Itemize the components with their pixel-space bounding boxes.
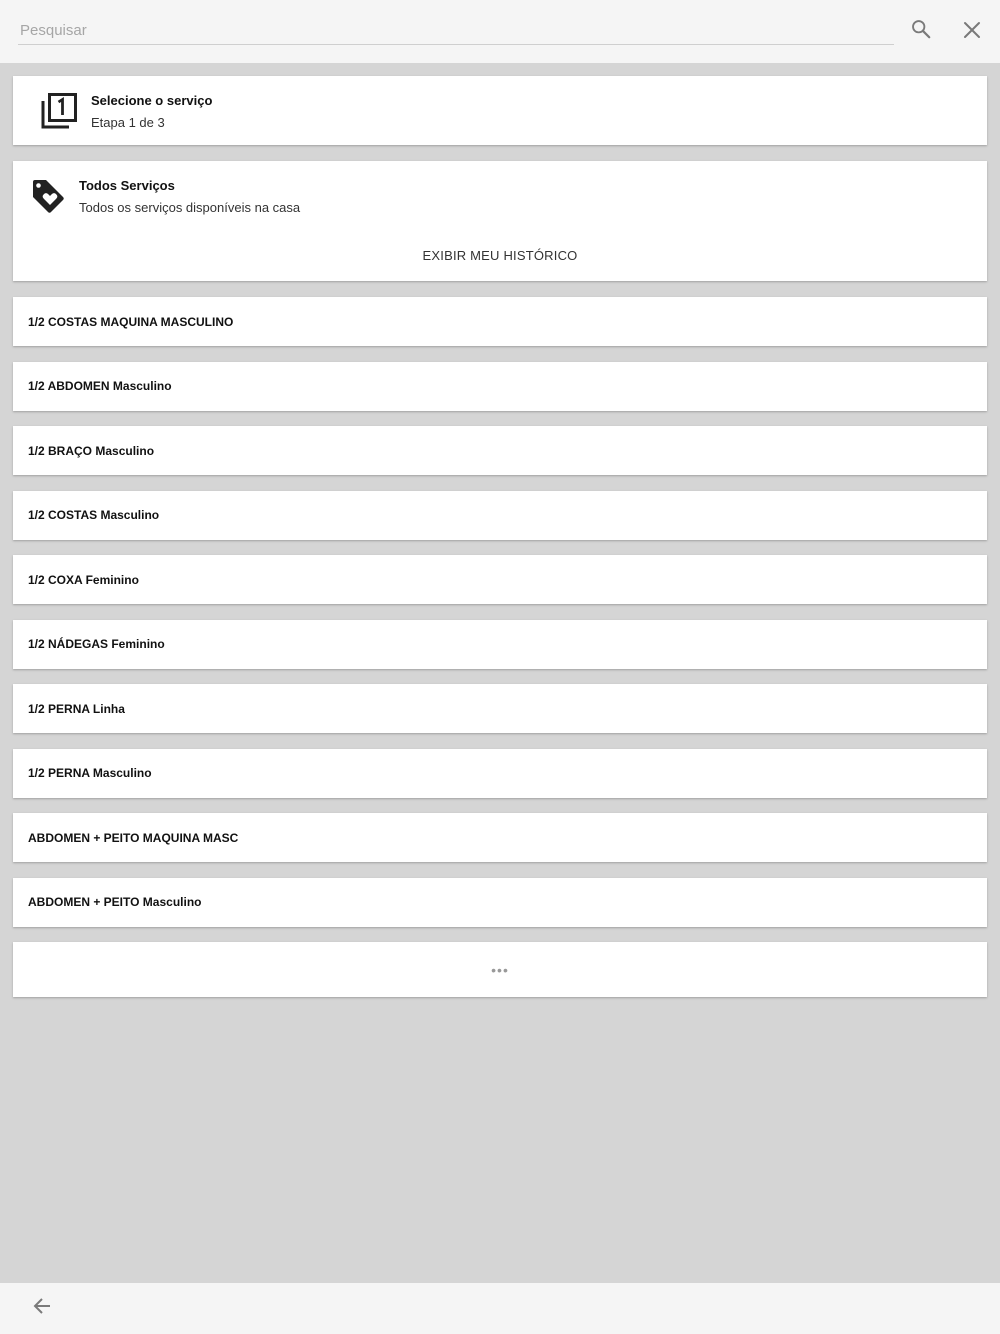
service-item[interactable]: 1/2 COSTAS MAQUINA MASCULINO xyxy=(13,297,987,346)
arrow-back-icon xyxy=(32,1296,52,1321)
load-more-button[interactable] xyxy=(13,942,987,997)
search-icon xyxy=(910,18,932,45)
service-item[interactable]: 1/2 COSTAS Masculino xyxy=(13,491,987,540)
show-history-button[interactable]: EXIBIR MEU HISTÓRICO xyxy=(422,248,578,263)
category-subtitle: Todos os serviços disponíveis na casa xyxy=(79,200,301,215)
main-content xyxy=(13,76,987,997)
more-dots-icon: ••• xyxy=(491,961,509,978)
step-title: Selecione o serviço xyxy=(91,93,213,108)
step-card xyxy=(13,76,987,145)
search-button[interactable] xyxy=(906,16,936,46)
service-item[interactable]: 1/2 PERNA Linha xyxy=(13,684,987,733)
bottom-bar xyxy=(0,1283,1000,1334)
service-item[interactable]: 1/2 ABDOMEN Masculino xyxy=(13,362,987,411)
close-icon xyxy=(963,21,981,44)
service-item[interactable]: ABDOMEN + PEITO MAQUINA MASC xyxy=(13,813,987,862)
back-button[interactable] xyxy=(27,1293,57,1323)
close-button[interactable] xyxy=(957,17,987,47)
service-item[interactable]: 1/2 NÁDEGAS Feminino xyxy=(13,620,987,669)
service-item[interactable]: ABDOMEN + PEITO Masculino xyxy=(13,878,987,927)
search-input[interactable] xyxy=(18,16,894,45)
service-item[interactable]: 1/2 COXA Feminino xyxy=(13,555,987,604)
search-bar xyxy=(0,0,1000,63)
tag-heart-icon xyxy=(30,178,66,219)
category-title: Todos Serviços xyxy=(79,178,175,193)
filter-1-icon xyxy=(40,92,78,135)
step-subtitle: Etapa 1 de 3 xyxy=(91,115,165,130)
service-item[interactable]: 1/2 BRAÇO Masculino xyxy=(13,426,987,475)
category-card xyxy=(13,161,987,281)
service-item[interactable]: 1/2 PERNA Masculino xyxy=(13,749,987,798)
